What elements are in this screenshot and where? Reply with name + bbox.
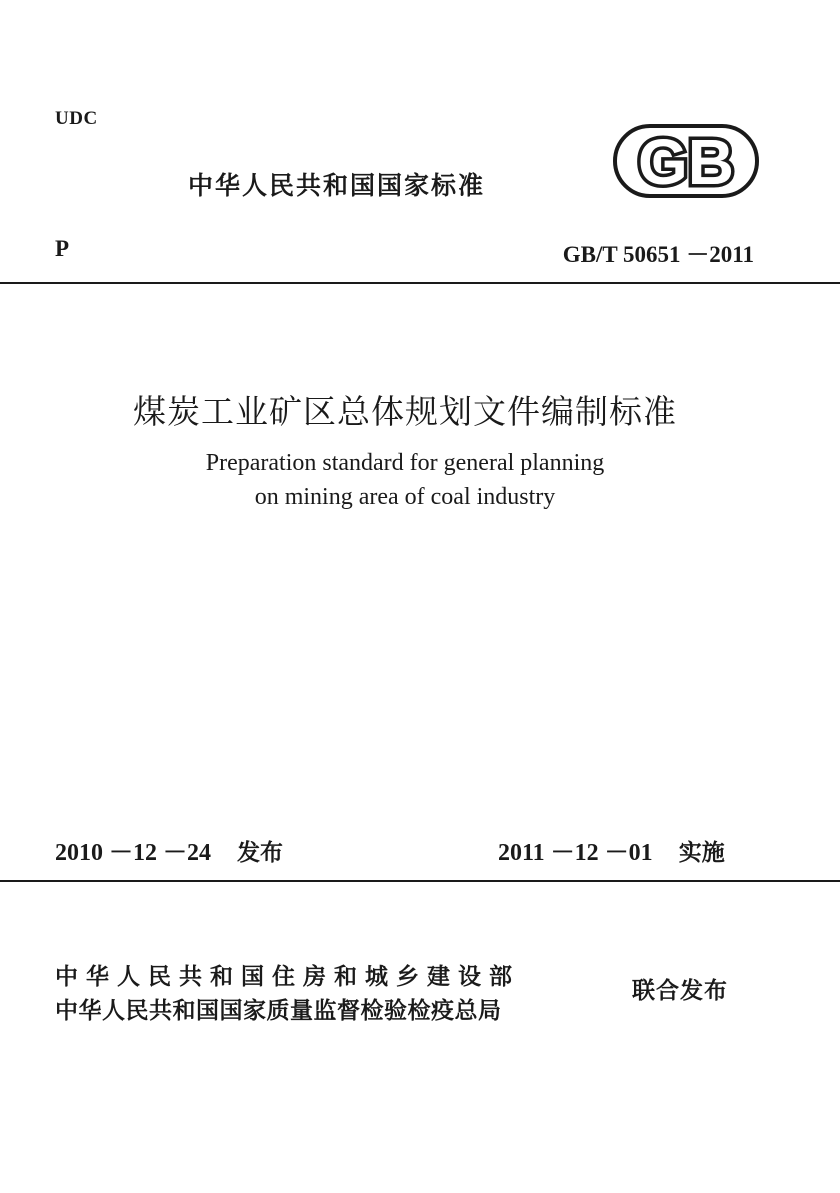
classification-code: P xyxy=(55,236,70,261)
issue-label: 发布 xyxy=(237,840,283,866)
bottom-divider xyxy=(0,880,840,882)
udc-label: UDC xyxy=(55,108,98,129)
issuer-ministry-housing: 中华人民共和国住房和城乡建设部 xyxy=(55,964,520,990)
implement-date: 2011 －12 －01 xyxy=(498,840,653,866)
implement-date-block xyxy=(498,832,725,867)
issue-date: 2010 －12 －24 xyxy=(55,840,211,866)
implement-label: 实施 xyxy=(678,840,725,866)
gb-logo xyxy=(613,124,759,198)
gb-logo-text: GB xyxy=(638,126,734,198)
issuer-quality-supervision: 中华人民共和国国家质量监督检验检疫总局 xyxy=(55,998,502,1024)
issue-date-block xyxy=(55,832,283,867)
title-english-line-1: Preparation standard for general planning xyxy=(205,450,605,476)
title-english-line-2: on mining area of coal industry xyxy=(254,484,556,510)
standard-number: GB/T 50651 －2011 xyxy=(562,242,754,267)
title-chinese: 煤炭工业矿区总体规划文件编制标准 xyxy=(133,392,677,431)
national-standard-heading: 中华人民共和国国家标准 xyxy=(188,171,486,200)
top-divider xyxy=(0,282,840,284)
joint-issue-label: 联合发布 xyxy=(632,978,728,1004)
